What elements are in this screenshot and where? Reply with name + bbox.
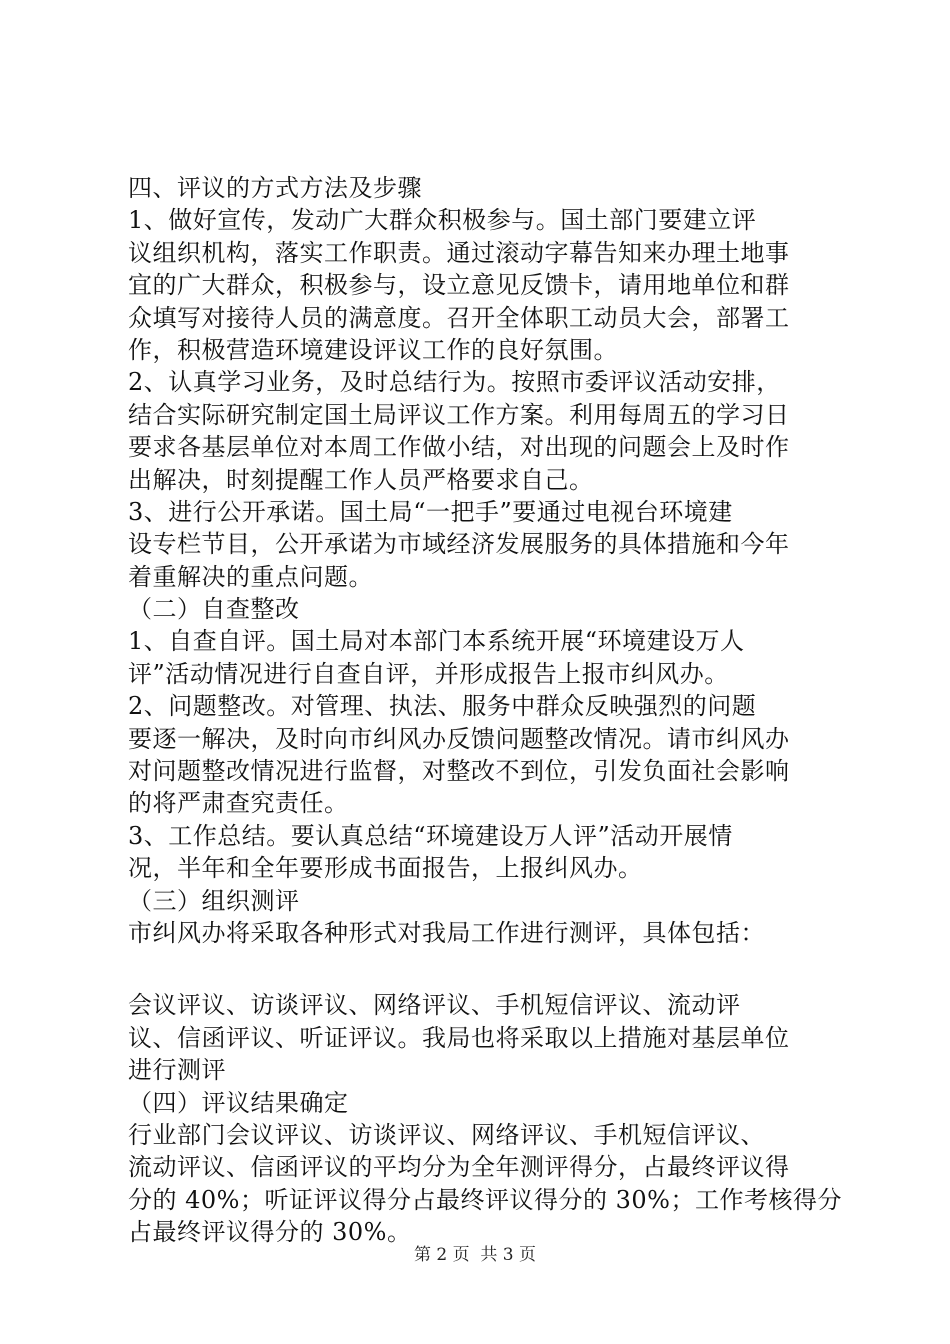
paragraph-line: 市纠风办将采取各种形式对我局工作进行测评，具体包括：	[128, 918, 765, 947]
paragraph-line: 占最终评议得分的 30%。	[128, 1218, 412, 1247]
paragraph-line: 议组织机构，落实工作职责。通过滚动字幕告知来办理土地事	[128, 238, 790, 267]
paragraph-line: 1、做好宣传，发动广大群众积极参与。国土部门要建立评	[128, 206, 757, 235]
paragraph-line: 出解决，时刻提醒工作人员严格要求自己。	[128, 465, 594, 494]
paragraph-line: 的将严肃查究责任。	[128, 789, 349, 818]
blank-gap	[128, 949, 840, 989]
paragraph-line: 作，积极营造环境建设评议工作的良好氛围。	[128, 335, 618, 364]
paragraph-line: 评”活动情况进行自查自评，并形成报告上报市纠风办。	[128, 659, 729, 688]
paragraph-line: 分的 40%；听证评议得分占最终评议得分的 30%；工作考核得分	[128, 1185, 842, 1214]
paragraph-line: 行业部门会议评议、访谈评议、网络评议、手机短信评议、	[128, 1120, 765, 1149]
paragraph-line: 对问题整改情况进行监督，对整改不到位，引发负面社会影响	[128, 757, 790, 786]
paragraph-line: 要求各基层单位对本周工作做小结，对出现的问题会上及时作	[128, 433, 790, 462]
paragraph-line: 宜的广大群众，积极参与，设立意见反馈卡，请用地单位和群	[128, 271, 790, 300]
paragraph-line: 流动评议、信函评议的平均分为全年测评得分，占最终评议得	[128, 1153, 790, 1182]
paragraph-line: 着重解决的重点问题。	[128, 562, 373, 591]
paragraph-line: 况，半年和全年要形成书面报告，上报纠风办。	[128, 854, 643, 883]
paragraph-line: 众填写对接待人员的满意度。召开全体职工动员大会，部署工	[128, 303, 790, 332]
document-body	[128, 172, 840, 1249]
paragraph-line: 1、自查自评。国土局对本部门本系统开展“环境建设万人	[128, 627, 745, 656]
paragraph-line: 要逐一解决，及时向市纠风办反馈问题整改情况。请市纠风办	[128, 724, 790, 753]
paragraph-line: 结合实际研究制定国土局评议工作方案。利用每周五的学习日	[128, 400, 790, 429]
paragraph-line: 2、认真学习业务，及时总结行为。按照市委评议活动安排，	[128, 368, 781, 397]
section-heading: 四、评议的方式方法及步骤	[128, 174, 422, 202]
section-heading: （四）评议结果确定	[128, 1088, 349, 1117]
section-heading: （三）组织测评	[128, 886, 300, 915]
paragraph-line: 设专栏节目，公开承诺为市域经济发展服务的具体措施和今年	[128, 530, 790, 559]
paragraph-line: 进行测评	[128, 1056, 226, 1085]
page-number-footer: 第 2 页 共 3 页	[413, 1245, 537, 1265]
paragraph-line: 3、进行公开承诺。国土局“一把手”要通过电视台环境建	[128, 497, 733, 526]
paragraph-line: 3、工作总结。要认真总结“环境建设万人评”活动开展情	[128, 821, 733, 850]
paragraph-line: 2、问题整改。对管理、执法、服务中群众反映强烈的问题	[128, 692, 757, 721]
section-heading: （二）自查整改	[128, 595, 300, 624]
paragraph-line: 会议评议、访谈评议、网络评议、手机短信评议、流动评	[128, 991, 741, 1020]
paragraph-line: 议、信函评议、听证评议。我局也将采取以上措施对基层单位	[128, 1023, 790, 1052]
